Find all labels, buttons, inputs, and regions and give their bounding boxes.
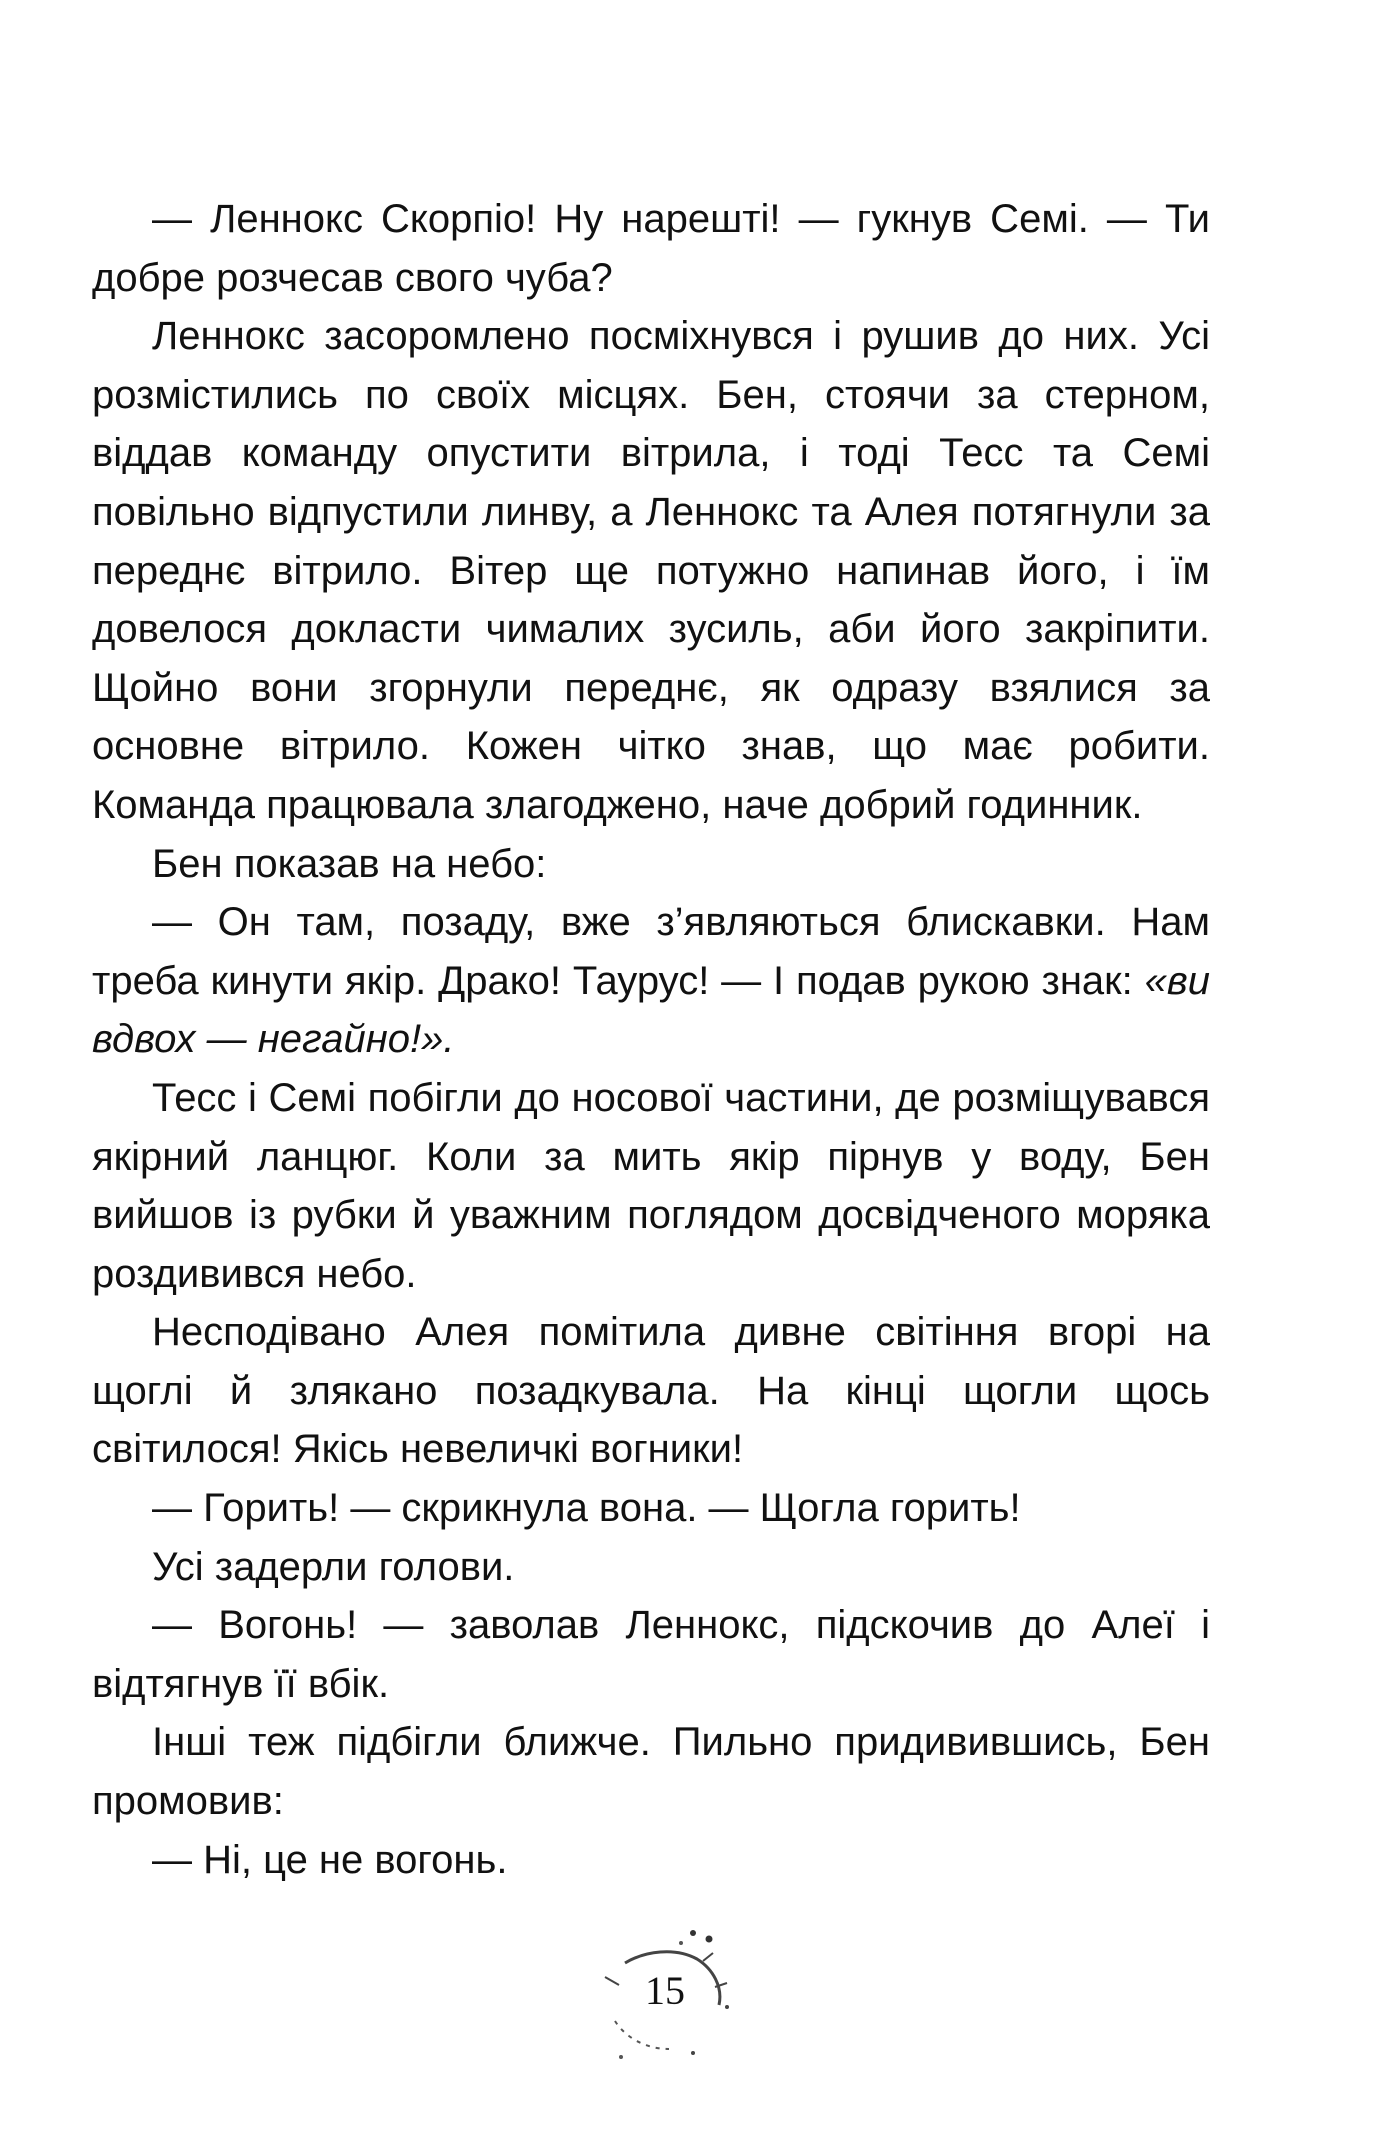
paragraph: Несподівано Алея помітила дивне світіння вгорі на щоглі й злякано позадкувала. На кінці щогли щось світилося! Якісь невеличкі вогники! bbox=[92, 1310, 1210, 1472]
paragraph: Тесс і Семі побігли до носової частини, де розміщувався якірний ланцюг. Коли за мить якір пірнув у воду, Бен вийшов із рубки й уважним поглядом досвідченого моряка роздивився небо. bbox=[92, 1075, 1210, 1296]
italic-signal: «ви вдвох — негайно!». bbox=[92, 958, 1210, 1062]
paragraph: — Леннокс Скорпіо! Ну нарешті! — гукнув Семі. — Ти добре розчесав свого чуба? bbox=[92, 197, 1210, 300]
dialogue-text: — Он там, позаду, вже з’являються блискавки. Нам треба кинути якір. Драко! Таурус! — І подав рукою знак: bbox=[92, 900, 1210, 1003]
paragraph bbox=[92, 893, 1210, 1069]
paragraph: — Вогонь! — заволав Леннокс, підскочив до Алеї і відтягнув її вбік. bbox=[92, 1603, 1210, 1706]
body-text bbox=[92, 190, 1210, 1889]
paragraph: Леннокс засоромлено посміхнувся і рушив до них. Усі розмістились по своїх місцях. Бен, стоячи за стерном, віддав команду опустити вітрила, і тоді Тесс та Семі повільно відпустили линву, а Леннокс та Алея потягнули за переднє вітрило. Вітер ще потужно напинав його, і їм довелося докласти чималих зусиль, аби його закріпити. Щойно вони згорнули переднє, як одразу взялися за основне вітрило. Кожен чітко знав, що має робити. Команда працювала злагоджено, наче добрий годинник. bbox=[92, 314, 1210, 827]
paragraph: Усі задерли голови. bbox=[152, 1544, 515, 1589]
page-number: 15 bbox=[645, 1968, 685, 2013]
paragraph: Бен показав на небо: bbox=[152, 841, 547, 886]
paragraph: — Горить! — скрикнула вона. — Щогла горить! bbox=[152, 1486, 1021, 1531]
paragraph: — Ні, це не вогонь. bbox=[152, 1837, 508, 1882]
paragraph: Інші теж підбігли ближче. Пильно придивившись, Бен промовив: bbox=[92, 1720, 1210, 1824]
page-number-ornament bbox=[585, 1925, 745, 2075]
